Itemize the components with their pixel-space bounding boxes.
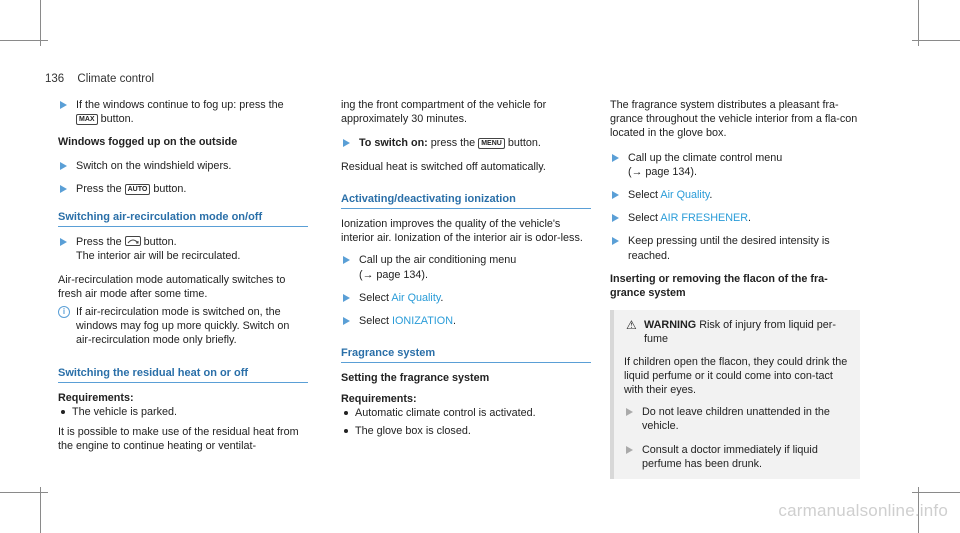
info-icon: i bbox=[58, 306, 70, 318]
step: Press the AUTO button. bbox=[58, 182, 308, 196]
warning-box bbox=[610, 310, 860, 479]
arrow-icon bbox=[612, 214, 619, 222]
arrow-icon bbox=[343, 294, 350, 302]
step: Switch on the windshield wipers. bbox=[58, 159, 308, 173]
paragraph: ing the front compartment of the vehicle for approximately 30 minutes. bbox=[341, 99, 547, 126]
paragraph: Residual heat is switched off automatically. bbox=[341, 160, 546, 173]
requirements-label: Requirements: bbox=[341, 392, 417, 405]
menu-link-air-quality: Air Quality bbox=[660, 189, 710, 202]
bullet-icon bbox=[61, 410, 65, 414]
step: Select IONIZATION. bbox=[341, 314, 591, 328]
bullet-icon bbox=[344, 411, 348, 415]
step: Select AIR FRESHENER. bbox=[610, 211, 860, 225]
warning-text: If children open the flacon, they could drink the liquid perfume or it could come into con-tact with their eyes. bbox=[624, 355, 848, 397]
list-item: The vehicle is parked. bbox=[58, 405, 308, 419]
recirculation-icon bbox=[125, 236, 141, 246]
menu-link-ionization: IONIZATION bbox=[392, 315, 453, 328]
menu-link-air-freshener: AIR FRESHENER bbox=[660, 212, 749, 225]
step: Call up the air conditioning menu (→ page 134). bbox=[341, 253, 591, 281]
section-title: Climate control bbox=[77, 73, 155, 85]
step: Call up the climate control menu (→ page 134). bbox=[610, 151, 860, 179]
arrow-icon bbox=[612, 154, 619, 162]
crop-mark bbox=[0, 492, 48, 493]
section-heading: Switching air-recirculation mode on/off bbox=[58, 210, 308, 227]
section-heading: Activating/deactivating ionization bbox=[341, 192, 591, 209]
paragraph: Ionization improves the quality of the vehicle's interior air. Ionization of the interior air is odor-less. bbox=[341, 218, 583, 245]
step: Select Air Quality. bbox=[610, 188, 860, 202]
arrow-icon bbox=[343, 317, 350, 325]
column-2 bbox=[341, 98, 591, 438]
defrost-max-icon: MAX bbox=[76, 114, 98, 125]
list-item: Automatic climate control is activated. bbox=[341, 406, 591, 420]
step: Do not leave children unattended in the vehicle. bbox=[624, 405, 852, 433]
arrow-icon bbox=[626, 408, 633, 416]
step: Select Air Quality. bbox=[341, 291, 591, 305]
crop-mark bbox=[40, 487, 41, 533]
requirements-label: Requirements: bbox=[58, 391, 134, 404]
arrow-icon bbox=[60, 238, 67, 246]
menu-link-air-quality: Air Quality bbox=[391, 291, 441, 304]
arrow-icon bbox=[626, 446, 633, 454]
step: To switch on: press the MENU button. bbox=[341, 136, 591, 150]
arrow-icon bbox=[343, 139, 350, 147]
page-number: 136 bbox=[45, 73, 65, 85]
warning-icon: ⚠ bbox=[626, 318, 637, 333]
page-header bbox=[45, 73, 154, 85]
warning-header: ⚠ WARNING Risk of injury from liquid per-fume bbox=[626, 318, 836, 346]
watermark: carmanualsonline.info bbox=[778, 501, 948, 520]
arrow-icon bbox=[343, 256, 350, 264]
crop-mark bbox=[912, 40, 960, 41]
step: If the windows continue to fog up: press the MAX button. bbox=[58, 98, 308, 126]
section-heading: Fragrance system bbox=[341, 346, 591, 363]
subheading: Setting the fragrance system bbox=[341, 372, 490, 385]
paragraph: Air-recirculation mode automatically switches to fresh air mode after some time. bbox=[58, 273, 286, 300]
arrow-icon bbox=[60, 162, 67, 170]
paragraph: The fragrance system distributes a pleasant fra-grance throughout the vehicle interior from a fla-con located in the glove box. bbox=[610, 99, 858, 140]
column-1 bbox=[58, 98, 308, 454]
crop-mark bbox=[912, 492, 960, 493]
arrow-icon bbox=[60, 185, 67, 193]
step: Press the button. The interior air will be recirculated. bbox=[58, 235, 308, 263]
menu-icon: MENU bbox=[478, 138, 505, 149]
step: Keep pressing until the desired intensity is reached. bbox=[610, 234, 860, 262]
subheading: Windows fogged up on the outside bbox=[58, 136, 238, 149]
auto-icon: AUTO bbox=[125, 184, 151, 195]
paragraph: It is possible to make use of the residual heat from the engine to continue heating or ventilat- bbox=[58, 426, 299, 453]
arrow-icon bbox=[612, 237, 619, 245]
bullet-icon bbox=[344, 429, 348, 433]
step: Consult a doctor immediately if liquid perfume has been drunk. bbox=[624, 443, 852, 471]
info-note: i If air-recirculation mode is switched on, the windows may fog up more quickly. Switch on air-recirculation mode only briefly. bbox=[58, 305, 308, 348]
crop-mark bbox=[0, 40, 48, 41]
column-3 bbox=[610, 98, 860, 479]
subheading: Inserting or removing the flacon of the fra-grance system bbox=[610, 272, 828, 300]
section-heading: Switching the residual heat on or off bbox=[58, 366, 308, 383]
arrow-icon bbox=[612, 191, 619, 199]
list-item: The glove box is closed. bbox=[341, 424, 591, 438]
arrow-icon bbox=[60, 101, 67, 109]
